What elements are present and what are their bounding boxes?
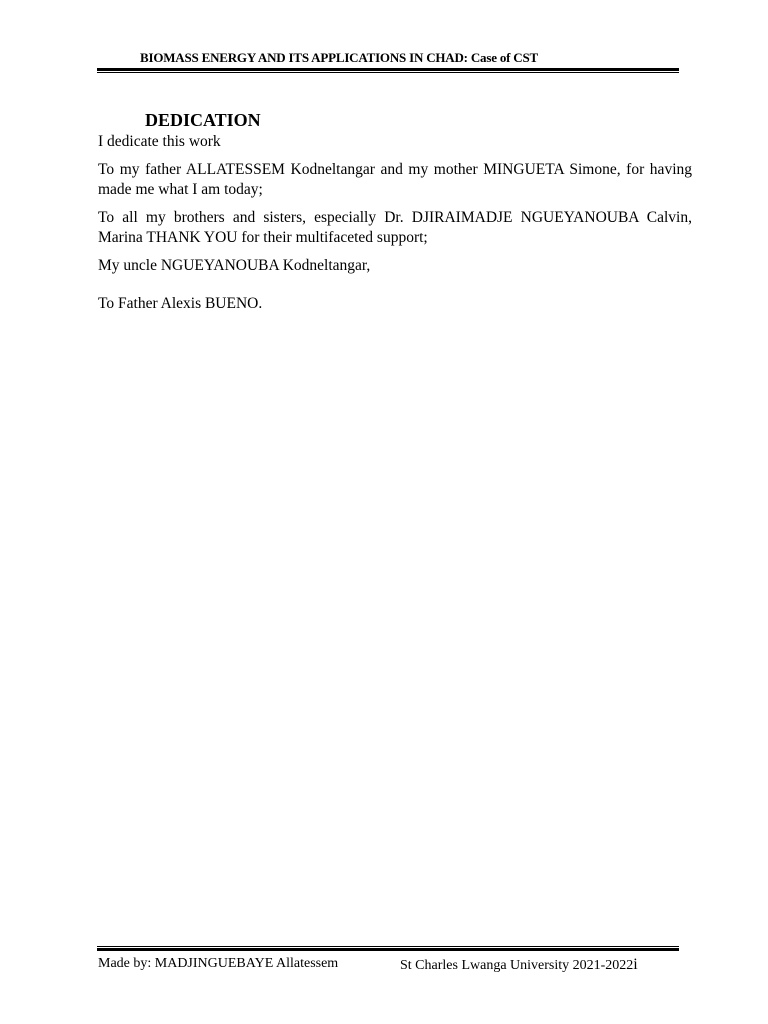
footer-rule [97, 948, 679, 951]
header-rule-thin [97, 72, 679, 73]
paragraph-father-alexis: To Father Alexis BUENO. [98, 295, 263, 312]
page-number: i [633, 956, 638, 973]
running-header: BIOMASS ENERGY AND ITS APPLICATIONS IN CHAD: Case of CST [140, 50, 538, 65]
footer-rule-thin [97, 946, 679, 947]
header-rule [97, 68, 679, 71]
main-content [98, 108, 692, 314]
paragraph-siblings: To all my brothers and sisters, especially Dr. DJIRAIMADJE NGUEYANOUBA Calvin, Marina THANK YOU for their multifaceted support; [98, 209, 692, 246]
footer-institution: St Charles Lwanga University 2021-2022 [400, 958, 634, 973]
paragraph-parents: To my father ALLATESSEM Kodneltangar and my mother MINGUETA Simone, for having made me what I am today; [98, 161, 692, 198]
paragraph-intro: I dedicate this work [98, 133, 221, 150]
footer-institution-line [400, 956, 638, 974]
paragraph-uncle: My uncle NGUEYANOUBA Kodneltangar, [98, 257, 371, 274]
footer-author: Made by: MADJINGUEBAYE Allatessem [98, 956, 339, 971]
section-heading: DEDICATION [145, 110, 261, 130]
